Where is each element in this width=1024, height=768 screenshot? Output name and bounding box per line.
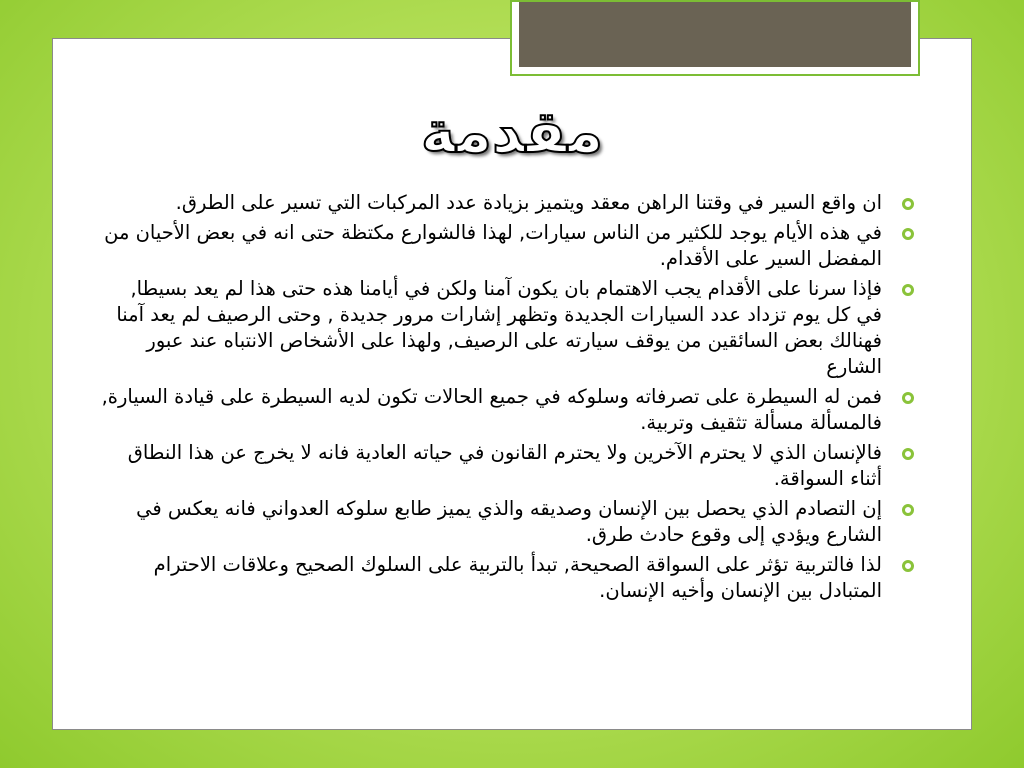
bullet-text: فالإنسان الذي لا يحترم الآخرين ولا يحترم القانون في حياته العادية فانه لا يخرج عن هذا النطاق أثناء السواقة. xyxy=(127,441,882,490)
bullet-text: فمن له السيطرة على تصرفاته وسلوكه في جميع الحالات تكون لديه السيطرة على قيادة السيارة, فالمسألة مسألة تثقيف وتربية. xyxy=(101,385,882,434)
bullet-ring-icon xyxy=(902,228,914,240)
bullet-item xyxy=(100,496,920,548)
bullet-item xyxy=(100,384,920,436)
bullet-text: إن التصادم الذي يحصل بين الإنسان وصديقه والذي يميز طابع سلوكه العدواني فانه يعكس في الشارع ويؤدي إلى وقوع حادث طرق. xyxy=(136,497,882,546)
bullet-ring-icon xyxy=(902,448,914,460)
bullet-text: ان واقع السير في وقتنا الراهن معقد ويتميز بزيادة عدد المركبات التي تسير على الطرق. xyxy=(175,191,882,214)
bullet-item xyxy=(100,276,920,380)
decorative-photo-frame xyxy=(510,0,920,76)
bullet-list xyxy=(100,190,920,608)
bullet-item xyxy=(100,440,920,492)
slide-title: مقدمة xyxy=(420,98,604,166)
bullet-ring-icon xyxy=(902,198,914,210)
bullet-item xyxy=(100,552,920,604)
bullet-text: في هذه الأيام يوجد للكثير من الناس سيارات, لهذا فالشوارع مكتظة حتى انه في بعض الأحيان من المفضل السير على الأقدام. xyxy=(104,221,882,270)
bullet-ring-icon xyxy=(902,504,914,516)
bullet-item xyxy=(100,220,920,272)
bullet-item xyxy=(100,190,920,216)
bullet-text: لذا فالتربية تؤثر على السواقة الصحيحة, تبدأ بالتربية على السلوك الصحيح وعلاقات الاحترام المتبادل بين الإنسان وأخيه الإنسان. xyxy=(153,553,882,602)
photo-placeholder xyxy=(519,2,911,67)
bullet-ring-icon xyxy=(902,392,914,404)
bullet-ring-icon xyxy=(902,284,914,296)
bullet-ring-icon xyxy=(902,560,914,572)
bullet-text: فإذا سرنا على الأقدام يجب الاهتمام بان يكون آمنا ولكن في أيامنا هذه حتى هذا لم يعد بسيطا, في كل يوم تزداد عدد السيارات الجديدة وتظهر إشارات مرور جديدة , وحتى الرصيف لم يعد آمنا فهنالك بعض السائقين من يوقف سيارته على الرصيف, ولهذا على الأشخاص الانتباه عند عبور الشارع xyxy=(116,277,882,378)
